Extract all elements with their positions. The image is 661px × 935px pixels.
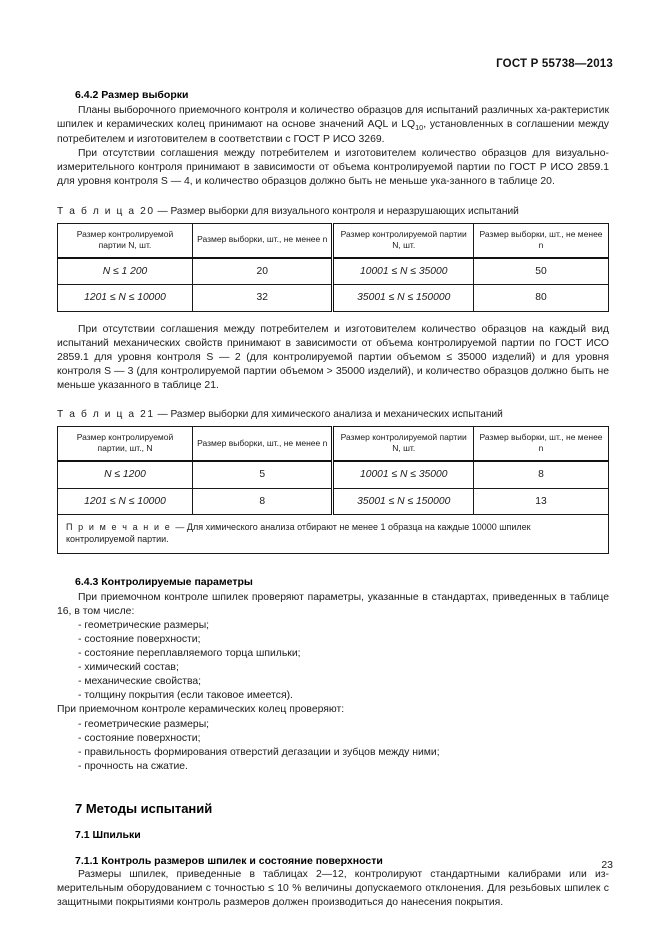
table-row [58,285,609,311]
clause-6-4-3-intro-2: При приемочном контроле керамических колец проверяют: [57,704,345,716]
table-row [58,461,609,488]
table-21-cell: 10001 ≤ N ≤ 35000 [333,461,474,488]
list-item: - состояние переплавляемого торца шпильки; [78,648,301,660]
table-21-note-text: — Для химического анализа отбирают не менее 1 образца на каждые 10000 шпилек контролируемой партии. [66,522,531,545]
ceramic-rings-parameters-list [57,718,609,774]
clause-6-4-2-paragraph-2: При отсутствии соглашения между потребителем и изготовителем количество образцов для визуально-измерительного контроля принимают в зависимости от объема контролируемой партии по ГОСТ Р ИСО 2859.1 для уровня контроля S — 4, и количество образцов должно быть не меньше ука-занного в таблице 20. [57,148,609,188]
table-20-caption-text: — Размер выборки для визуального контроля и неразрушающих испытаний [154,205,519,217]
table-20-cell: N ≤ 1 200 [58,258,193,285]
table-21-note-label: П р и м е ч а н и е [66,522,176,533]
table-21-caption [57,408,609,421]
table-20-caption [57,205,609,218]
table-21-header-cell: Размер контролируемой партии N, шт. [333,427,474,462]
list-item: - химический состав; [78,662,179,674]
table-21-caption-label: Т а б л и ц а 21 [57,409,155,421]
table-21-caption-text: — Размер выборки для химического анализа и механических испытаний [154,409,503,421]
page-content [57,88,609,910]
table-20-header-cell: Размер контролируемой партии N, шт. [58,223,193,258]
table-21-header-cell: Размер выборки, шт., не менее n [192,427,333,462]
table-20-cell: 50 [473,258,608,285]
table-21-header-cell: Размер выборки, шт., не менее n [473,427,608,462]
table-21-cell: N ≤ 1200 [58,461,193,488]
table-21-cell: 35001 ≤ N ≤ 150000 [333,488,474,514]
table-20-cell: 20 [192,258,333,285]
table-21-cell: 8 [473,461,608,488]
lq-subscript: 10 [415,123,424,133]
list-item: - геометрические размеры; [78,619,210,631]
studs-parameters-list [57,619,609,704]
table-20 [57,223,609,312]
table-20-header-cell: Размер контролируемой партии N, шт. [333,223,474,258]
clause-6-4-2-paragraph-3: При отсутствии соглашения между потребителем и изготовителем количество образцов на каждый вид испытаний механических свойств принимают в зависимости от объема контролируемой партии по ГОСТ ИСО 2859.1 для уровня контроля S — 2 (для контролируемой партии объемом ≤ 35000 изделий) и для уровня контроля S — 3 (для контролируемой партии объемом > 35000 изделий), и количество образцов должно быть не меньше указанного в таблице 21. [57,323,609,392]
table-21-cell: 1201 ≤ N ≤ 10000 [58,488,193,514]
list-item: - толщину покрытия (если таковое имеется). [78,690,293,702]
table-row-header [58,427,609,462]
table-row [58,258,609,285]
list-item: - состояние поверхности; [78,633,201,645]
table-21-cell: 13 [473,488,608,514]
table-row [58,488,609,514]
section-7-1-1-paragraph: Размеры шпилек, приведенные в таблицах 2—12, контролируют стандартными калибрами или из-мерительным оборудованием с точностью ≤ 10 % величины допускаемого отклонения. Для резьбовых шпилек с защитными покрытиями контроль размеров должен производиться до нанесения покрытия. [57,868,609,908]
paragraph-text-part-a: Планы выборочного приемочного контроля и количество образцов для испытаний различных ха-рактеристик шпилек и керамических колец принимают на основе значений AQL и LQ [57,105,609,131]
page-number: 23 [601,859,613,871]
table-20-caption-label: Т а б л и ц а 20 [57,205,155,217]
table-21-cell: 5 [192,461,333,488]
list-item: - прочность на сжатие. [78,760,188,772]
running-header-standard-id: ГОСТ Р 55738—2013 [496,58,613,70]
table-20-cell: 1201 ≤ N ≤ 10000 [58,285,193,311]
clause-6-4-2-heading: 6.4.2 Размер выборки [75,89,189,101]
table-20-cell: 80 [473,285,608,311]
section-7-1-1-heading: 7.1.1 Контроль размеров шпилек и состояние поверхности [75,854,383,867]
table-20-cell: 10001 ≤ N ≤ 35000 [333,258,474,285]
list-item: - геометрические размеры; [78,718,210,730]
paragraph-text-part-b: , установленных в соглашении между потребителем и изготовителем в соответствии с ГОСТ Р ИСО 3269. [57,119,609,146]
table-21 [57,426,609,553]
list-item: - правильность формирования отверстий дегазации и зубцов между ними; [78,746,440,758]
clause-6-4-3-heading: 6.4.3 Контролируемые параметры [75,575,253,588]
table-21-header-cell: Размер контролируемой партии, шт., N [58,427,193,462]
section-7-heading: 7 Методы испытаний [75,800,213,816]
clause-6-4-3-intro-1: При приемочном контроле шпилек проверяют параметры, указанные в стандартах, приведенных в таблице 16, в том числе: [57,591,609,617]
section-7-1-heading: 7.1 Шпильки [75,829,141,842]
clause-6-4-2-paragraph-1 [57,104,609,147]
table-20-header-cell: Размер выборки, шт., не менее n [192,223,333,258]
table-21-note [58,515,609,553]
list-item: - механические свойства; [78,676,202,688]
table-row-header [58,223,609,258]
table-20-header-cell: Размер выборки, шт., не менее n [473,223,608,258]
table-20-cell: 35001 ≤ N ≤ 150000 [333,285,474,311]
table-21-cell: 8 [192,488,333,514]
list-item: - состояние поверхности; [78,732,201,744]
table-row-note [58,515,609,553]
table-20-cell: 32 [192,285,333,311]
